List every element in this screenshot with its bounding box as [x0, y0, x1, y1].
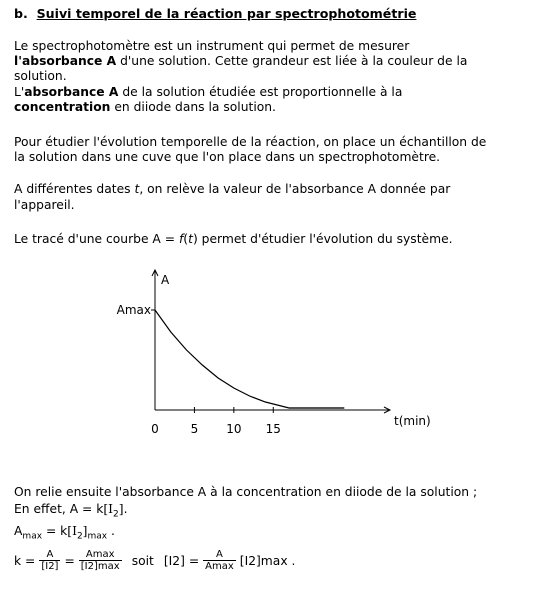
fraction-A-over-Amax [203, 549, 236, 572]
soit-word: soit [131, 553, 154, 568]
intro-line-2 [14, 53, 467, 69]
intro-line-2-rest: d'une solution. Cette grandeur est liée à la couleur de la [116, 54, 468, 68]
var-t-2: t [188, 232, 193, 246]
bold-concentration: concentration [14, 100, 111, 114]
frac1-num: A [46, 549, 54, 560]
relation-dot-3: . [107, 524, 115, 538]
x-tick-label: 5 [190, 422, 199, 436]
relation-line-1: On relie ensuite l'absorbance A à la concentration en diiode de la solution ; [14, 485, 478, 499]
bold-absorbance: l'absorbance A [14, 54, 117, 68]
y-axis-label: A [161, 273, 170, 287]
intro-line-4 [14, 84, 402, 100]
intro-line-5-rest: en diiode dans la solution. [110, 100, 276, 114]
relation-dot: . [123, 502, 128, 516]
I2-lhs: [I2] = [163, 553, 200, 568]
x-tick-label: 0 [151, 422, 159, 436]
section-label: b. [14, 6, 28, 21]
section-title: Suivi temporel de la réaction par spectrophotométrie [36, 6, 417, 21]
eq-sign: = [64, 553, 75, 568]
relation-line-3 [14, 523, 115, 544]
bracket-I-3: [I [67, 524, 77, 538]
relation-eq-pre: En effet, A = k [14, 502, 104, 516]
sub-max-3: max [87, 531, 108, 542]
relation-line-2 [14, 501, 128, 522]
section-heading [14, 6, 416, 21]
var-f: f [178, 232, 184, 246]
para3-rest: , on relève la valeur de l'absorbance A donnée par [139, 182, 451, 196]
para4-line [14, 231, 453, 247]
absorbance-chart [100, 262, 431, 442]
intro-line-3: solution. [14, 69, 67, 83]
sub-2: 2 [113, 509, 119, 520]
paren-open: ( [183, 232, 189, 246]
frac2-num: Amax [85, 549, 115, 560]
intro-line-4-pre: L' [14, 85, 25, 99]
var-t: t [134, 182, 140, 196]
sub-2-3: 2 [76, 531, 83, 542]
x-tick-label: 15 [265, 422, 281, 436]
fraction-Amax-over-I2max [79, 549, 122, 572]
fraction-A-over-I2 [39, 549, 60, 572]
relation-line-4 [14, 549, 295, 572]
para3-line-2: l'appareil. [14, 198, 75, 212]
y-marker-label: Amax [116, 303, 151, 317]
paren-close: ) [192, 232, 198, 246]
para2-line-2: la solution dans une cuve que l'on place dans un spectrophotomètre. [14, 150, 441, 164]
bracket-close: ] [118, 502, 124, 516]
para2-line-1: Pour étudier l'évolution temporelle de la réaction, on place un échantillon de [14, 135, 487, 149]
k-eq: k = [14, 553, 36, 568]
bracket-I: [I [103, 502, 114, 516]
absorbance-curve [155, 310, 344, 408]
para3-pre: A différentes dates [14, 182, 135, 196]
bracket-close-3: ] [82, 524, 88, 538]
A-symbol: A [14, 524, 23, 538]
para3-line-1 [14, 181, 450, 197]
frac1-den: [I2] [41, 561, 59, 572]
intro-line-4-rest: de la solution étudiée est proportionnelle à la [118, 85, 403, 99]
sub-max: max [22, 531, 43, 542]
eq-k: = k [42, 524, 68, 538]
x-tick-label: 10 [226, 422, 242, 436]
frac2-den: [I2]max [80, 561, 120, 572]
intro-line-1: Le spectrophotomètre est un instrument qui permet de mesurer [14, 39, 410, 53]
para4-pre: Le tracé d'une courbe A = [14, 232, 179, 246]
frac3-den: Amax [205, 561, 234, 572]
para4-rest: permet d'étudier l'évolution du système. [197, 232, 453, 246]
frac3-num: A [216, 549, 223, 560]
intro-line-5 [14, 99, 276, 115]
x-axis-label: t(min) [394, 414, 431, 428]
bold-absorbance-2: absorbance A [24, 85, 119, 99]
I2max-rhs: [I2]max . [239, 553, 296, 568]
